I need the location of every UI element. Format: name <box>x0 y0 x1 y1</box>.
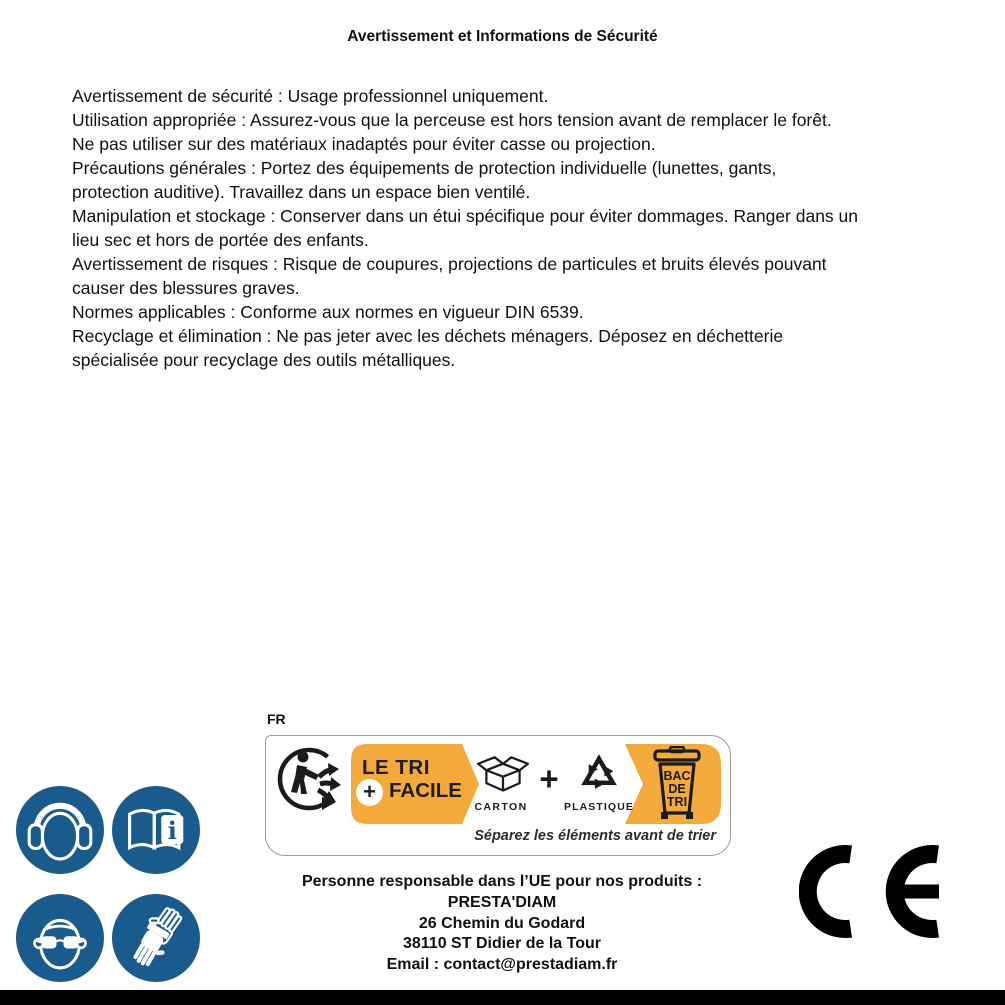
fr-country-code: FR <box>267 711 286 727</box>
mandatory-safety-icons <box>16 786 200 982</box>
protective-gloves-icon <box>112 894 200 982</box>
carton-label: CARTON <box>474 801 528 813</box>
le-tri-label: LE TRI <box>362 756 430 779</box>
safety-text <box>72 84 992 372</box>
safety-text-line: Ne pas utiliser sur des matériaux inadaptés pour éviter casse ou projection. <box>72 134 656 154</box>
safety-text-line: Précautions générales : Portez des équipements de protection individuelle (lunettes, gants, <box>72 158 777 178</box>
responsible-line: Email : contact@prestadiam.fr <box>386 956 618 974</box>
safety-text-line: protection auditive). Travaillez dans un espace bien ventilé. <box>72 182 531 202</box>
safety-text-line: Avertissement de risques : Risque de coupures, projections de particules et bruits élevés pouvant <box>72 254 827 274</box>
svg-text:TRI: TRI <box>666 795 688 809</box>
read-manual-icon <box>112 786 200 874</box>
svg-text:BAC: BAC <box>663 769 691 783</box>
safety-text-line: causer des blessures graves. <box>72 278 300 298</box>
carton-box-icon <box>474 749 532 797</box>
sorting-bin-icon <box>650 746 704 822</box>
plastic-recycle-icon <box>572 748 626 798</box>
safety-text-line: Recyclage et élimination : Ne pas jeter avec les déchets ménagers. Déposez en déchetterie <box>72 326 784 346</box>
responsible-line: 26 Chemin du Godard <box>418 914 586 932</box>
facile-label: FACILE <box>389 779 462 802</box>
ear-protection-icon <box>16 786 104 874</box>
plus-circle-icon: + <box>356 779 383 806</box>
responsible-block <box>252 872 752 976</box>
svg-text:DE: DE <box>668 782 686 796</box>
responsible-line: Personne responsable dans l’UE pour nos produits : <box>301 873 703 890</box>
responsible-line: 38110 ST Didier de la Tour <box>403 935 601 953</box>
page-title: Avertissement et Informations de Sécurité <box>347 28 658 45</box>
svg-text:i: i <box>167 815 177 845</box>
plus-separator: + <box>539 760 559 797</box>
responsible-line: PRESTA'DIAM <box>447 893 557 911</box>
safety-text-line: lieu sec et hors de portée des enfants. <box>72 230 369 250</box>
plastique-label: PLASTIQUE <box>564 801 634 813</box>
safety-text-line: Avertissement de sécurité : Usage professionnel uniquement. <box>72 86 549 106</box>
eye-protection-icon <box>16 894 104 982</box>
sorting-caption: Séparez les éléments avant de trier <box>474 828 716 844</box>
triman-icon <box>276 744 346 814</box>
safety-text-line: Manipulation et stockage : Conserver dans un étui spécifique pour éviter dommages. Ranger dans un <box>72 206 859 226</box>
recycling-label <box>265 735 731 856</box>
safety-text-line: Utilisation appropriée : Assurez-vous que la perceuse est hors tension avant de remplacer le forêt. <box>72 110 832 130</box>
bottom-black-bar <box>0 990 1005 1005</box>
ce-mark-icon <box>799 844 940 939</box>
safety-text-line: Normes applicables : Conforme aux normes en vigueur DIN 6539. <box>72 302 584 322</box>
safety-text-line: spécialisée pour recyclage des outils métalliques. <box>72 350 456 370</box>
